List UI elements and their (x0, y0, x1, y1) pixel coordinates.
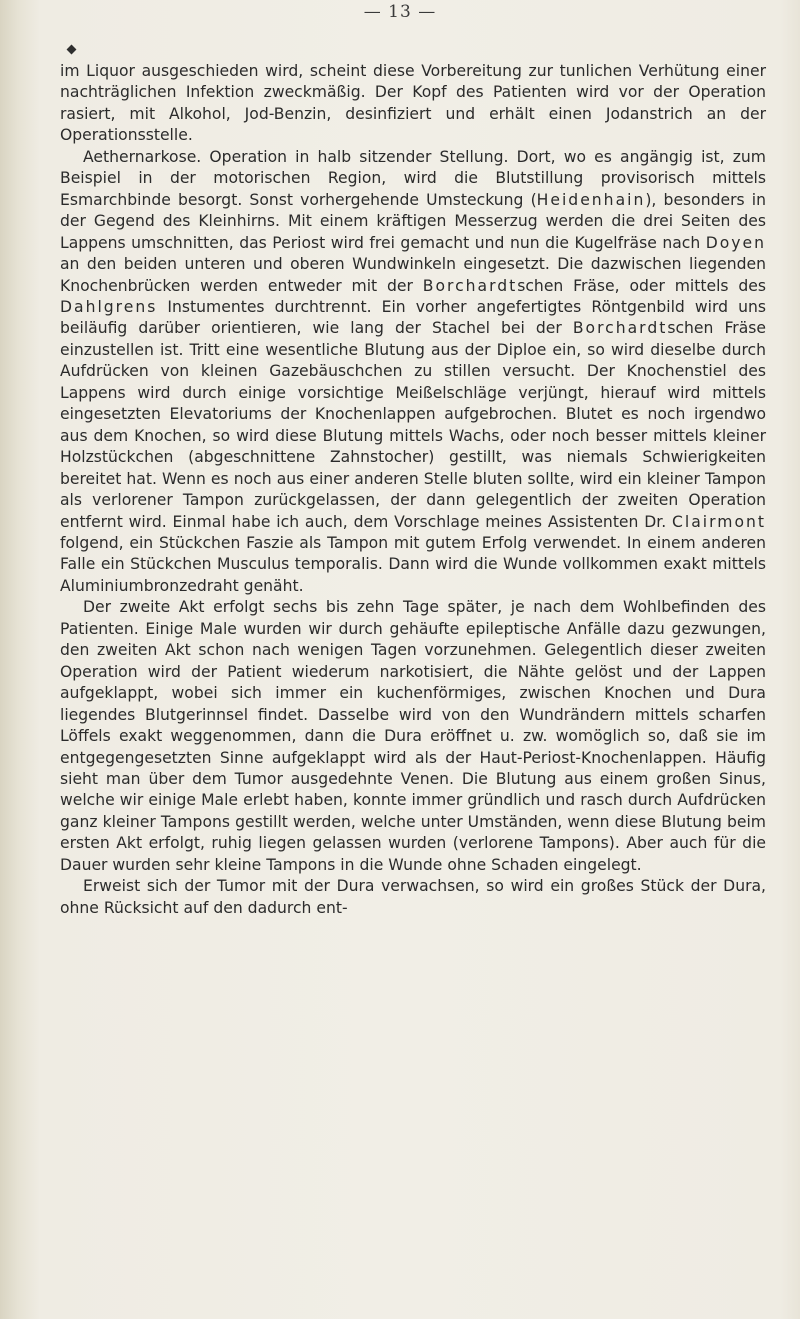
text-run: an den beiden unteren und oberen Wundwinkeln eingesetzt. Die dazwischen liegenden Knochenbrücken werden entweder mit der (60, 255, 766, 295)
paragraph (60, 597, 766, 876)
text-run: schen Fräse, oder mittels des (517, 276, 766, 295)
paragraph (60, 147, 766, 598)
text-run: schen Fräse einzustellen ist. Tritt eine wesentliche Blutung aus der Diploe ein, so wird dieselbe durch Aufdrücken von kleinen Gazebäuschchen zu stillen versucht. Der Knochenstiel des Lappens wird durch einige vorsichtige Meißelschläge verjüngt, hierauf wird mittels eingesetzten Elevatoriums der Knochenlappen aufgebrochen. Blutet es noch irgendwo aus dem Knochen, so wird diese Blutung mittels Wachs, oder noch besser mittels kleiner Holzstückchen (abgeschnittene Zahnstocher) gestillt, was niemals Schwierigkeiten bereitet hat. Wenn es noch aus einer anderen Stelle bluten sollte, wird ein kleiner Tampon als verlorener Tampon zurückgelassen, der dann gelegentlich der zweiten Operation entfernt wird. Einmal habe ich auch, dem Vorschlage meines Assistenten Dr. (60, 319, 766, 531)
text-run: im Liquor ausgeschieden wird, scheint diese Vorbereitung zur tunlichen Verhütung einer nachträglichen Infektion zweckmäßig. Der Kopf des Patienten wird vor der Operation rasiert, mit Alkohol, Jod-Benzin, desinfiziert und erhält einen Jodanstrich an der Operationsstelle. (60, 62, 766, 145)
spaced-name: Borchardt (572, 319, 668, 338)
text-run: ), besonders in der Gegend des Kleinhirns. Mit einem kräftigen Messerzug werden die drei Seiten des Lappens umschnitten, das Periost wird frei gemacht und nun die Kugelfräse nach (60, 190, 766, 252)
spaced-name: Doyen (705, 233, 766, 252)
paragraph (60, 876, 766, 919)
spaced-name: Clairmont (672, 512, 766, 531)
text-run: Aethernarkose. Operation in halb sitzender Stellung. Dort, wo es angängig ist, zum Beispiel in der motorischen Region, wird die Blutstillung provisorisch mittels Esmarchbinde besorgt. Sonst vorhergehende Umsteckung ( (60, 147, 766, 209)
ink-mark (67, 45, 77, 55)
text-run: Instumentes durchtrennt. Ein vorher angefertigtes Röntgenbild wird uns beiläufig darüber orientieren, wie lang der Stachel bei der (60, 297, 766, 338)
text-run: folgend, ein Stückchen Faszie als Tampon mit gutem Erfolg verwendet. In einem anderen Falle ein Stückchen Musculus temporalis. Dann wird die Wunde vollkommen exakt mittels Aluminiumbronzedraht genäht. (60, 533, 766, 595)
body-text (60, 61, 766, 919)
spaced-name: Dahlgrens (60, 297, 158, 316)
paragraph (60, 61, 766, 147)
page-number: — 13 — (363, 2, 437, 22)
text-run: Erweist sich der Tumor mit der Dura verwachsen, so wird ein großes Stück der Dura, ohne Rücksicht auf den dadurch ent- (60, 877, 766, 917)
text-run: Der zweite Akt erfolgt sechs bis zehn Tage später, je nach dem Wohlbefinden des Patienten. Einige Male wurden wir durch gehäufte epileptische Anfälle dazu gezwungen, den zweiten Akt schon nach wenigen Tagen vorzunehmen. Gelegentlich dieser zweiten Operation wird der Patient wiederum narkotisiert, die Nähte gelöst und der Lappen aufgeklappt, wobei sich immer ein kuchenförmiges, zwischen Knochen und Dura liegendes Blutgerinnsel findet. Dasselbe wird von den Wundrändern mittels scharfen Löffels exakt weggenommen, dann die Dura eröffnet u. zw. womöglich so, daß sie im entgegengesetzten Sinne aufgeklappt wird als der Haut-Periost-Knochenlappen. Häufig sieht man über dem Tumor ausgedehnte Venen. Die Blutung aus einem großen Sinus, welche wir einige Male erlebt haben, konnte immer gründlich und rasch durch Aufdrücken ganz kleiner Tampons gestillt werden, welche unter Umständen, wenn diese Blutung beim ersten Akt erfolgt, ruhig liegen gelassen wurden (verlorene Tampons). Aber auch für die Dauer wurden sehr kleine Tampons in die Wunde ohne Schaden eingelegt. (60, 598, 766, 874)
spaced-name: Borchardt (422, 276, 518, 295)
spaced-name: Heidenhain (536, 190, 646, 209)
